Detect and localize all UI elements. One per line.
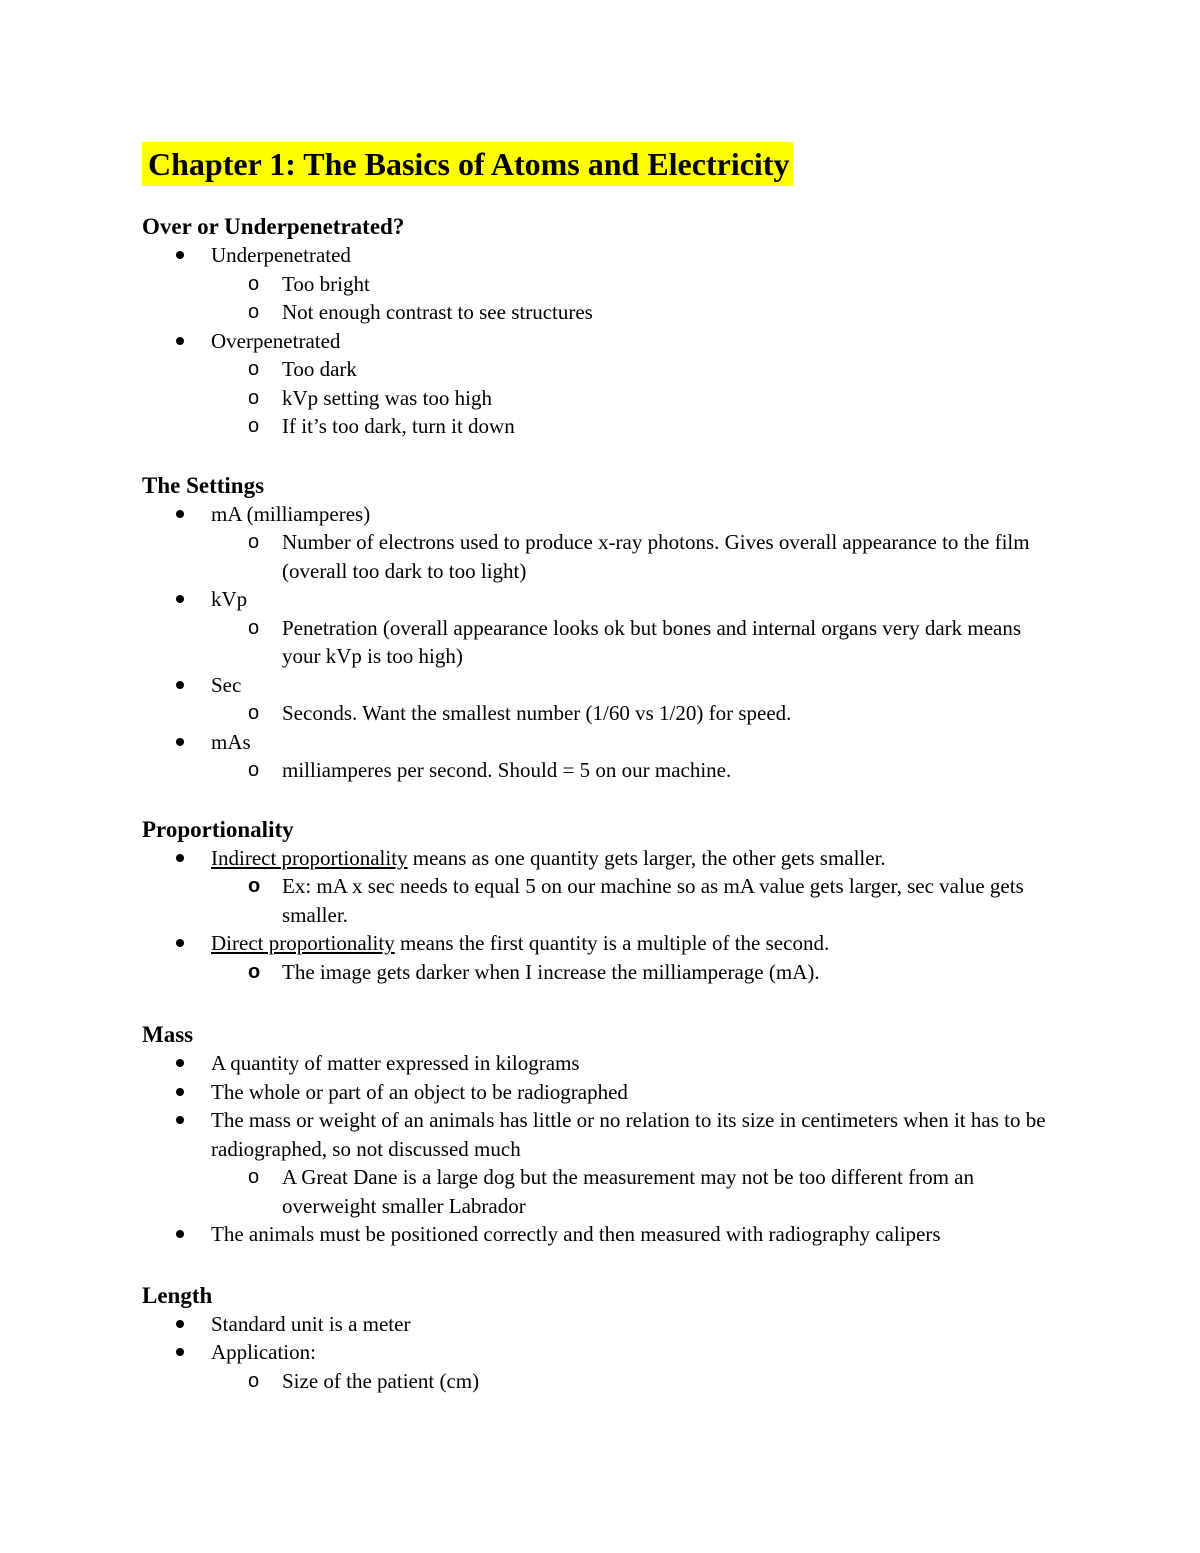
- bullet-icon: [176, 939, 184, 947]
- sub-list-item: o A Great Dane is a large dog but the measurement may not be too different from an overweight smaller Labrador: [248, 1165, 975, 1218]
- bullet-icon: [176, 337, 184, 345]
- list-item: The mass or weight of an animals has little or no relation to its size in centimeters when it has to be radiographed, so not discussed much: [142, 1106, 1062, 1163]
- sub-bullet-icon: o: [248, 301, 260, 323]
- sub-bullet-icon: o: [248, 358, 260, 380]
- bullet-icon: [176, 1320, 184, 1328]
- sub-bullet-icon: o: [248, 386, 260, 409]
- section-heading: Length: [142, 1282, 213, 1308]
- sub-list-item: o Too bright: [142, 270, 1062, 299]
- bullet-icon: [176, 251, 184, 259]
- sub-list-item: o If it’s too dark, turn it down: [142, 412, 1062, 441]
- section-length: [142, 1281, 1062, 1396]
- list-item: The animals must be positioned correctly and then measured with radiography calipers: [142, 1220, 1062, 1249]
- term-underlined: Direct proportionality: [211, 931, 395, 955]
- section-mass: [142, 1020, 1062, 1249]
- sub-list-item: o Ex: mA x sec needs to equal 5 on our machine so as mA value gets larger, sec value gets smaller.: [248, 874, 1024, 927]
- sub-bullet-icon: o: [248, 616, 260, 639]
- bullet-icon: [176, 681, 184, 689]
- bullet-list: [142, 1049, 1062, 1249]
- sub-bullet-icon: o: [248, 702, 260, 724]
- sub-bullet-icon: o: [248, 875, 261, 897]
- section-heading: Over or Underpenetrated?: [142, 214, 405, 239]
- sub-bullet-icon: o: [248, 1166, 260, 1188]
- list-item: Underpenetrated: [142, 241, 1062, 270]
- sub-list-item: o Seconds. Want the smallest number (1/60 vs 1/20) for speed.: [142, 699, 1062, 728]
- section-proportionality: [142, 815, 1062, 987]
- sub-bullet-icon: o: [248, 759, 260, 781]
- section-heading: The Settings: [142, 472, 265, 498]
- chapter-title: Chapter 1: The Basics of Atoms and Electricity: [142, 142, 793, 186]
- bullet-list: [142, 241, 1062, 441]
- bullet-icon: [176, 854, 184, 862]
- sub-list-item: o The image gets darker when I increase the milliamperage (mA).: [142, 958, 1062, 987]
- bullet-icon: [176, 510, 184, 518]
- section-over-under: [142, 212, 1062, 441]
- list-item: Indirect proportionality means as one quantity gets larger, the other gets smaller.: [142, 844, 1062, 873]
- section-heading: Proportionality: [142, 816, 294, 842]
- bullet-list: [142, 1310, 1062, 1396]
- sub-list-item: o Too dark: [142, 355, 1062, 384]
- list-item: A quantity of matter expressed in kilograms: [142, 1049, 1062, 1078]
- document-page: [142, 142, 1062, 1395]
- sub-bullet-icon: o: [248, 531, 260, 553]
- section-settings: [142, 471, 1062, 785]
- bullet-icon: [176, 1059, 184, 1067]
- list-item: mAs: [142, 728, 1062, 757]
- bullet-list: [142, 844, 1062, 987]
- sub-bullet-icon: o: [248, 1369, 260, 1392]
- list-item: Overpenetrated: [142, 327, 1062, 356]
- list-item: The whole or part of an object to be radiographed: [142, 1078, 1062, 1107]
- bullet-list: [142, 500, 1062, 785]
- list-item: mA (milliamperes): [142, 500, 1062, 529]
- bullet-icon: [176, 738, 184, 746]
- section-heading: Mass: [142, 1022, 194, 1047]
- sub-list-item: o Not enough contrast to see structures: [142, 298, 1062, 327]
- list-item: Direct proportionality means the first quantity is a multiple of the second.: [142, 929, 1062, 958]
- sub-list-item: o Size of the patient (cm): [142, 1367, 1062, 1396]
- bullet-icon: [176, 1348, 184, 1356]
- bullet-icon: [176, 1088, 184, 1096]
- sub-bullet-icon: o: [248, 272, 260, 295]
- bullet-icon: [176, 1116, 184, 1124]
- sub-list-item: o Number of electrons used to produce x-ray photons. Gives overall appearance to the film (overall too dark to too light): [248, 530, 1030, 583]
- sub-list-item: o kVp setting was too high: [142, 384, 1062, 413]
- bullet-icon: [176, 1230, 184, 1238]
- term-underlined: Indirect proportionality: [211, 845, 408, 870]
- list-item: Standard unit is a meter: [142, 1310, 1062, 1339]
- list-item: kVp: [142, 585, 1062, 614]
- sub-list-item: o Penetration (overall appearance looks ok but bones and internal organs very dark means your kVp is too high): [248, 615, 1022, 668]
- sub-bullet-icon: o: [248, 960, 261, 983]
- list-item: Sec: [142, 671, 1062, 700]
- sub-bullet-icon: o: [248, 415, 260, 437]
- bullet-icon: [176, 595, 184, 603]
- sub-list-item: o milliamperes per second. Should = 5 on our machine.: [142, 756, 1062, 785]
- list-item: Application:: [142, 1338, 1062, 1367]
